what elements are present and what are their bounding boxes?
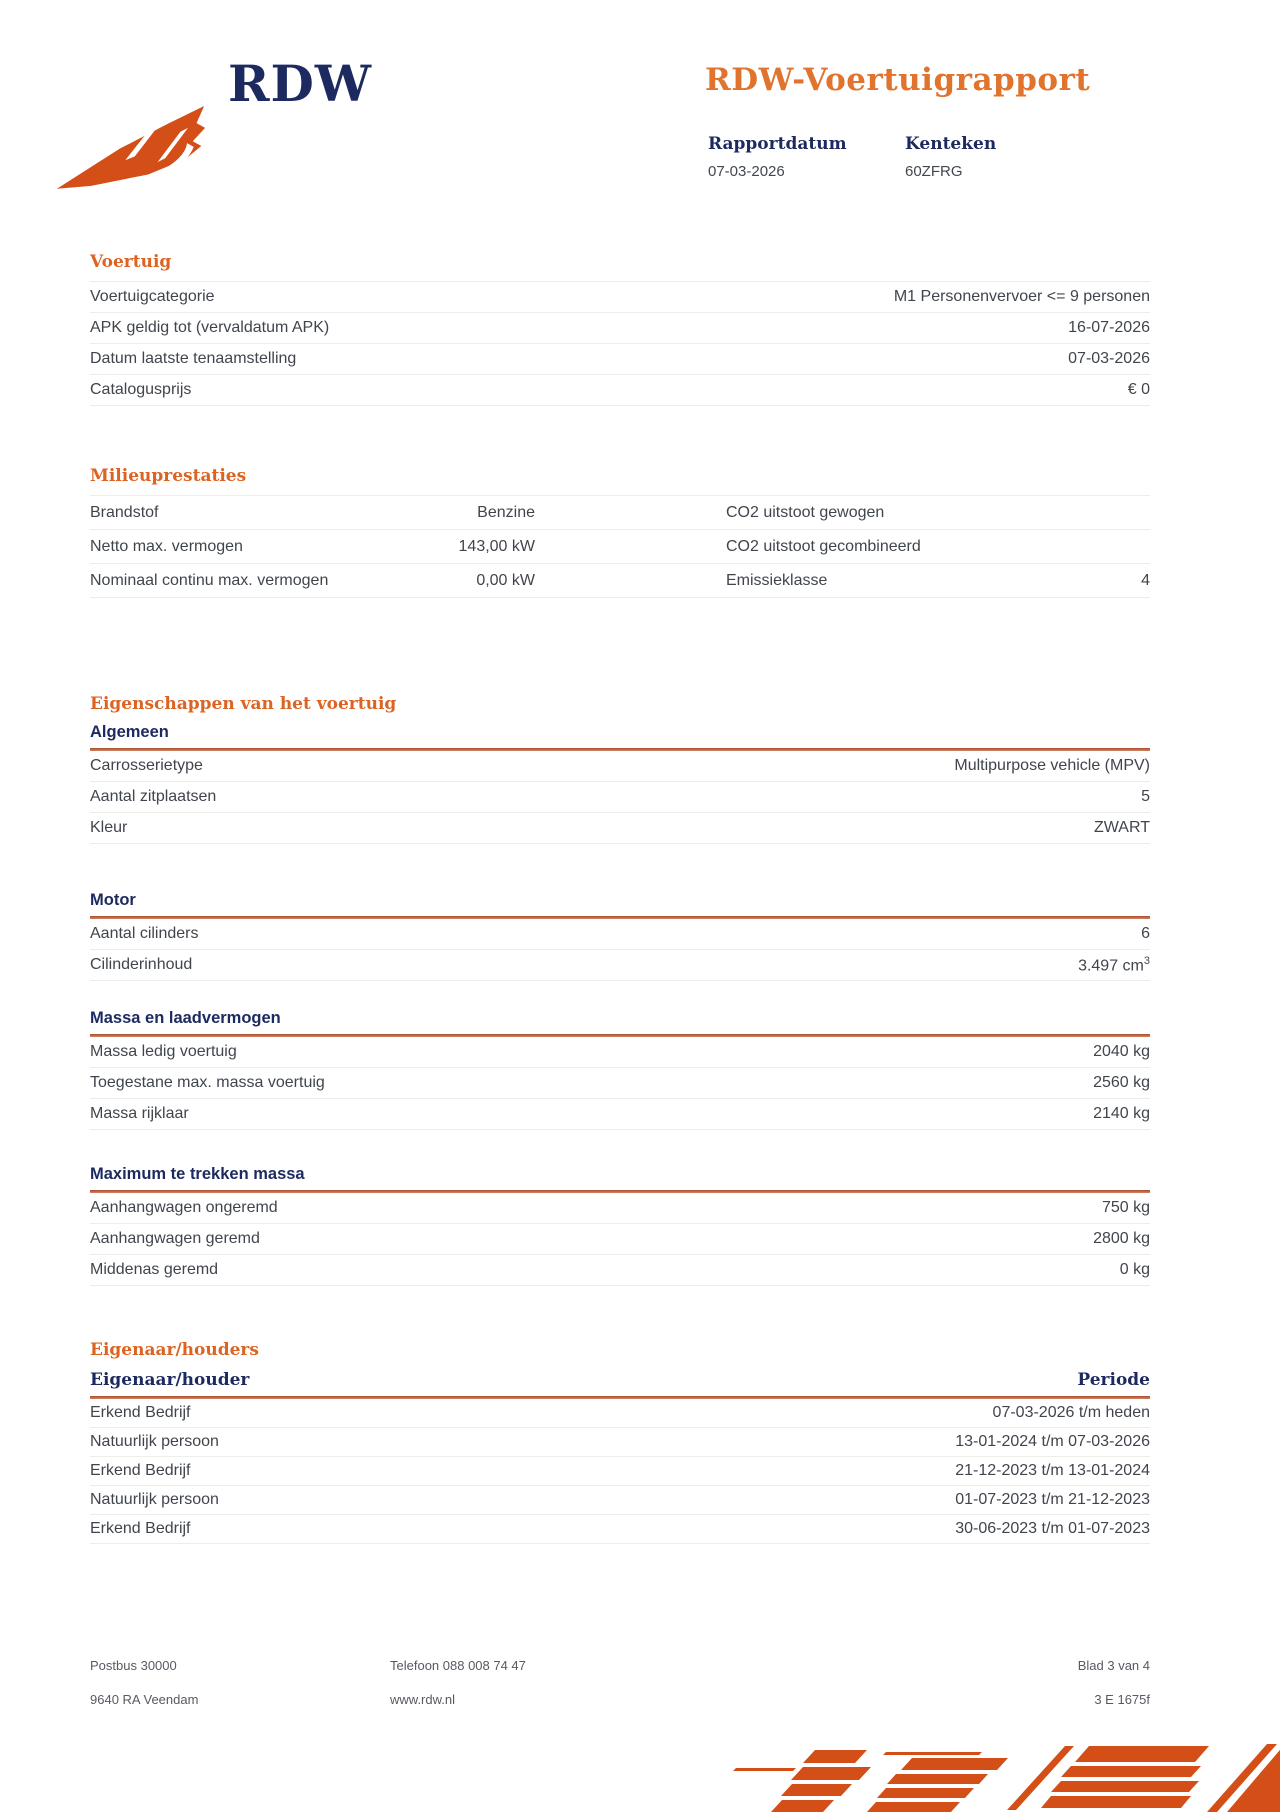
row-value: 2040 kg — [1093, 1043, 1150, 1060]
period-column-header: Periode — [1077, 1370, 1150, 1390]
table-row — [90, 1399, 1150, 1428]
owner-table-header — [90, 1364, 1150, 1396]
row-value: 143,00 kW — [458, 537, 535, 555]
row-value: M1 Personenvervoer <= 9 personen — [893, 288, 1150, 305]
row-label: Brandstof — [90, 503, 159, 521]
table-row — [90, 813, 1150, 844]
owner-type: Erkend Bedrijf — [90, 1520, 191, 1537]
row-label: CO2 uitstoot gewogen — [726, 503, 885, 521]
row-label: Emissieklasse — [726, 571, 828, 589]
row-label: Aanhangwagen ongeremd — [90, 1199, 278, 1216]
owner-period: 01-07-2023 t/m 21-12-2023 — [955, 1491, 1150, 1508]
row-value: 4 — [1141, 571, 1150, 589]
subsection-motor — [90, 890, 1150, 981]
row-value: 2140 kg — [1093, 1105, 1150, 1122]
row-label: Datum laatste tenaamstelling — [90, 350, 297, 367]
owner-type: Erkend Bedrijf — [90, 1404, 191, 1421]
subsection-massa — [90, 1008, 1150, 1130]
row-label: Catalogusprijs — [90, 381, 192, 398]
section-milieuprestaties — [90, 466, 1150, 598]
report-date-label: Rapportdatum — [708, 134, 847, 154]
report-meta — [708, 134, 1102, 180]
section-eigenschappen — [90, 694, 1150, 714]
table-row — [90, 1193, 1150, 1224]
subsection-trekken — [90, 1164, 1150, 1286]
owner-period: 21-12-2023 t/m 13-01-2024 — [955, 1462, 1150, 1479]
report-date-value: 07-03-2026 — [708, 163, 785, 180]
table-row — [90, 919, 1150, 950]
row-label: Aantal cilinders — [90, 925, 199, 942]
section-milieuprestaties-title: Milieuprestaties — [90, 466, 247, 486]
table-row — [90, 1224, 1150, 1255]
row-label: Nominaal continu max. vermogen — [90, 571, 329, 589]
row-label: Aantal zitplaatsen — [90, 788, 217, 805]
row-value: Benzine — [477, 503, 535, 521]
table-row — [90, 1515, 1150, 1544]
footer-website: www.rdw.nl — [390, 1692, 456, 1707]
report-date — [708, 134, 905, 180]
footer-address-line2: 9640 RA Veendam — [90, 1692, 199, 1707]
row-value — [1078, 955, 1150, 975]
license-plate — [905, 134, 1102, 180]
row-value: ZWART — [1094, 819, 1150, 836]
row-label: Carrosserietype — [90, 757, 203, 774]
row-label: Middenas geremd — [90, 1261, 219, 1278]
row-value: 6 — [1141, 925, 1150, 942]
row-label: Massa ledig voertuig — [90, 1043, 237, 1060]
row-label: Aanhangwagen geremd — [90, 1230, 260, 1247]
row-value: € 0 — [1127, 381, 1150, 398]
footer-phone: Telefoon 088 008 74 47 — [390, 1658, 526, 1673]
table-row — [90, 343, 1150, 374]
row-label: APK geldig tot (vervaldatum APK) — [90, 319, 330, 336]
owner-column-header: Eigenaar/houder — [90, 1370, 250, 1390]
table-row — [90, 1428, 1150, 1457]
table-row — [90, 782, 1150, 813]
subsection-massa-title: Massa en laadvermogen — [90, 1009, 281, 1027]
license-plate-value: 60ZFRG — [905, 163, 963, 180]
subsection-algemeen — [90, 722, 1150, 844]
section-eigenschappen-title: Eigenschappen van het voertuig — [90, 694, 397, 714]
row-value: 5 — [1141, 788, 1150, 805]
page-title: RDW-Voertuigrapport — [705, 62, 1091, 98]
owner-period: 30-06-2023 t/m 01-07-2023 — [955, 1520, 1150, 1537]
row-value: 0 kg — [1119, 1261, 1150, 1278]
owner-period: 13-01-2024 t/m 07-03-2026 — [955, 1433, 1150, 1450]
owner-type: Erkend Bedrijf — [90, 1462, 191, 1479]
table-row — [90, 1457, 1150, 1486]
table-row — [90, 529, 1150, 563]
row-value-superscript: 3 — [1143, 954, 1150, 967]
table-row — [90, 1099, 1150, 1130]
row-value: 750 kg — [1101, 1199, 1150, 1216]
row-label: Netto max. vermogen — [90, 537, 243, 555]
row-value-text: 3.497 cm — [1078, 957, 1144, 975]
row-value: 07-03-2026 — [1068, 350, 1150, 367]
subsection-motor-title: Motor — [90, 891, 136, 909]
subsection-algemeen-title: Algemeen — [90, 723, 169, 741]
subsection-trekken-title: Maximum te trekken massa — [90, 1165, 305, 1183]
table-row — [90, 950, 1150, 981]
row-value: 0,00 kW — [476, 571, 535, 589]
table-row — [90, 563, 1150, 597]
owner-type: Natuurlijk persoon — [90, 1491, 219, 1508]
owner-type: Natuurlijk persoon — [90, 1433, 219, 1450]
owner-period: 07-03-2026 t/m heden — [992, 1404, 1150, 1421]
row-label: CO2 uitstoot gecombineerd — [726, 537, 921, 555]
row-value: Multipurpose vehicle (MPV) — [954, 757, 1150, 774]
table-row — [90, 281, 1150, 312]
page-footer — [90, 1658, 1150, 1726]
table-row — [90, 312, 1150, 343]
rdw-feather-logo-icon — [55, 98, 207, 192]
license-plate-label: Kenteken — [905, 134, 997, 154]
table-row — [90, 374, 1150, 405]
row-value: 2800 kg — [1093, 1230, 1150, 1247]
table-row — [90, 1037, 1150, 1068]
section-voertuig — [90, 252, 1150, 406]
row-value: 2560 kg — [1093, 1074, 1150, 1091]
row-label: Kleur — [90, 819, 128, 836]
rdw-stripes-graphic — [715, 1742, 1280, 1812]
row-label: Massa rijklaar — [90, 1105, 189, 1122]
row-label: Voertuigcategorie — [90, 288, 215, 305]
footer-form-code: 3 E 1675f — [1094, 1692, 1150, 1707]
section-eigenaar-houders — [90, 1340, 1150, 1544]
footer-address-line1: Postbus 30000 — [90, 1658, 177, 1673]
row-label: Cilinderinhoud — [90, 956, 193, 973]
rdw-logo-text: RDW — [228, 54, 373, 113]
section-voertuig-title: Voertuig — [90, 252, 172, 272]
row-label: Toegestane max. massa voertuig — [90, 1074, 325, 1091]
table-row — [90, 1486, 1150, 1515]
footer-page-indicator: Blad 3 van 4 — [1077, 1658, 1150, 1673]
table-row — [90, 751, 1150, 782]
table-row — [90, 495, 1150, 529]
row-value: 16-07-2026 — [1068, 319, 1150, 336]
table-row — [90, 1068, 1150, 1099]
table-row — [90, 1255, 1150, 1286]
section-eigenaar-title: Eigenaar/houders — [90, 1340, 259, 1360]
